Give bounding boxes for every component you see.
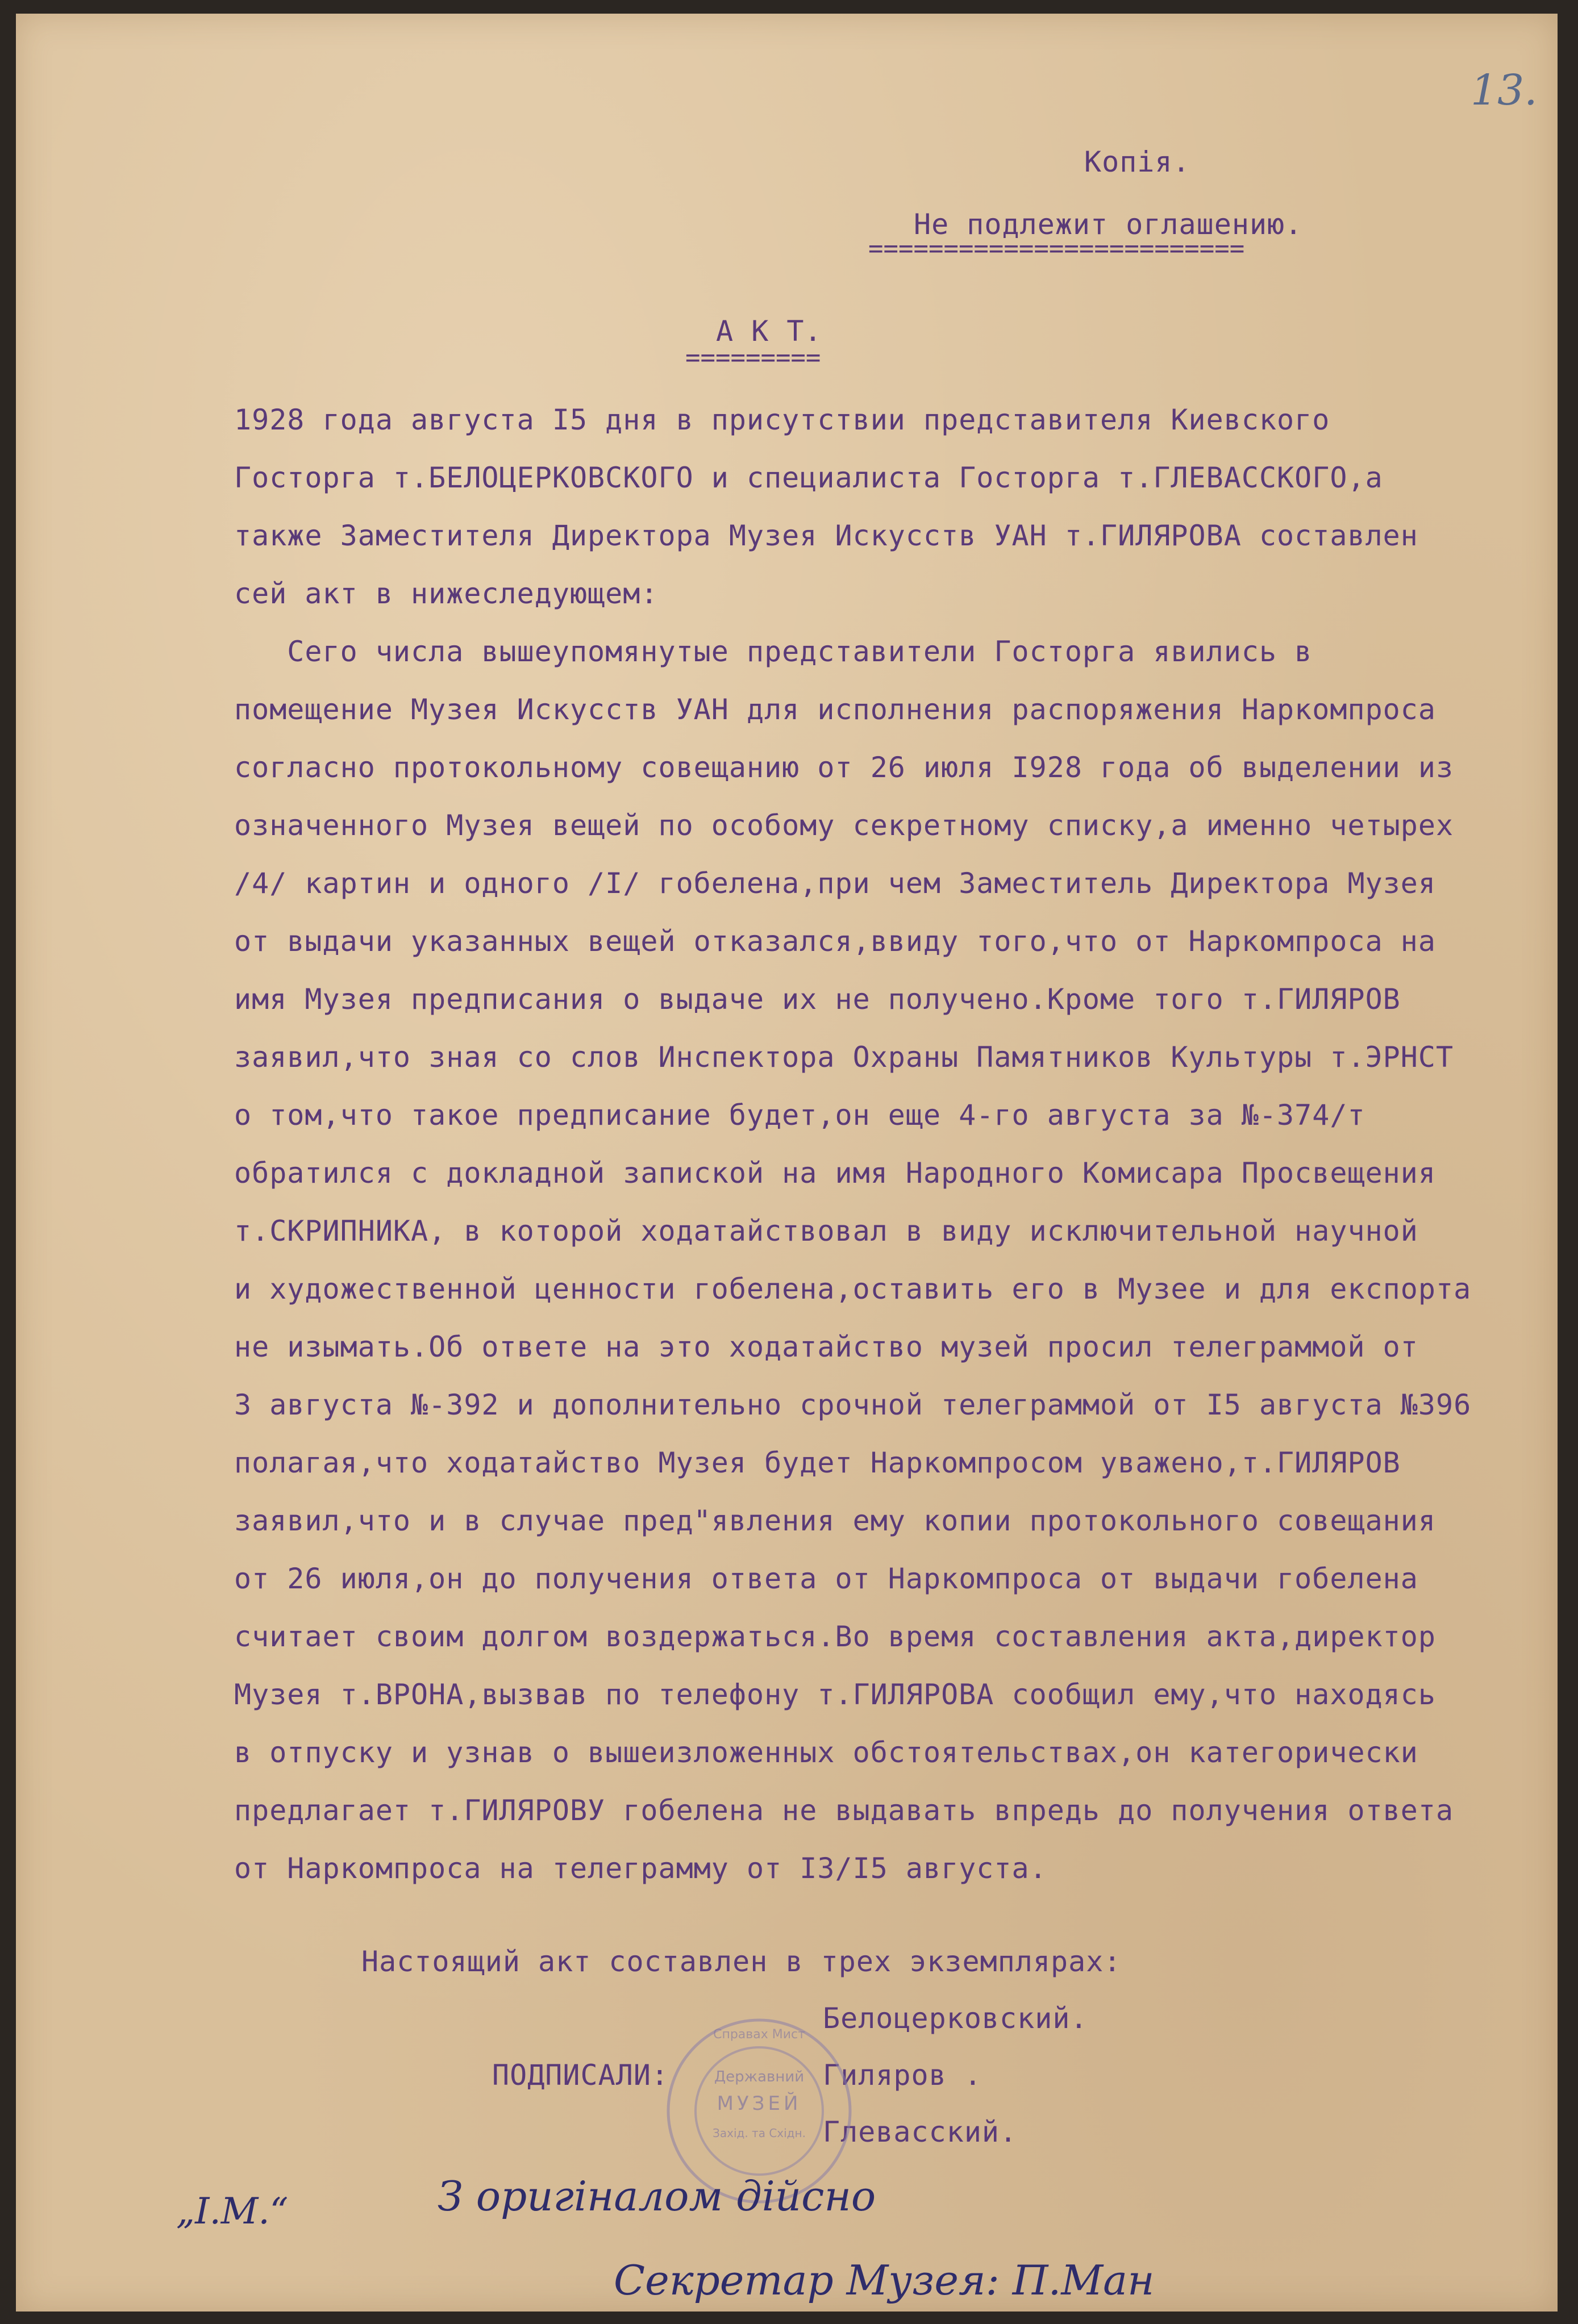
body-line: также Заместителя Директора Музея Искусств УАН т.ГИЛЯРОВА составлен <box>234 519 1418 552</box>
copy-label: Копія. <box>1084 145 1190 178</box>
page-number: 13. <box>1471 66 1538 115</box>
title-underline: ========= <box>685 343 821 372</box>
body-line: Музея т.ВРОНА,вызвав по телефону т.ГИЛЯРОВА сообщил ему,что находясь <box>234 1678 1436 1711</box>
closing-statement: Настоящий акт составлен в трех экземплярах: <box>361 1945 1122 1978</box>
body-line: и художественной ценности гобелена,оставить его в Музее и для експорта <box>234 1272 1472 1305</box>
signature-gilyarov: Гиляров . <box>823 2059 982 2092</box>
signed-label: ПОДПИСАЛИ: <box>492 2059 669 2092</box>
body-line: помещение Музея Искусств УАН для исполнения распоряжения Наркомпроса <box>234 693 1436 726</box>
body-line: означенного Музея вещей по особому секретному списку,а именно четырех <box>234 809 1454 842</box>
body-line: т.СКРИПНИКА, в которой ходатайствовал в виду исключительной научной <box>234 1215 1418 1247</box>
body-line: обратился с докладной запиской на имя Народного Комисара Просвещения <box>234 1157 1436 1190</box>
body-line: сей акт в нижеследующем: <box>234 577 659 610</box>
body-line: считает своим долгом воздержаться.Во время составления акта,директор <box>234 1620 1436 1653</box>
confidentiality-notice: Не подлежит оглашению. <box>914 208 1303 241</box>
document-title: А К Т. <box>716 315 822 348</box>
body-line: 1928 года августа I5 дня в присутствии представителя Киевского <box>234 403 1330 436</box>
notice-underline: ========================= <box>868 234 1245 263</box>
document-sheet <box>16 14 1558 2312</box>
body-line: от Наркомпроса на телеграмму от I3/I5 августа. <box>234 1852 1047 1885</box>
stamp-text: Державний <box>714 2068 805 2085</box>
body-line: Госторга т.БЕЛОЦЕРКОВСКОГО и специалиста Госторга т.ГЛЕВАССКОГО,а <box>234 461 1383 494</box>
body-line: имя Музея предписания о выдаче их не получено.Кроме того т.ГИЛЯРОВ <box>234 983 1401 1016</box>
body-line: Сего числа вышеупомянутые представители Госторга явились в <box>234 635 1313 668</box>
handwritten-certification: З оригіналом дійсно <box>438 2172 876 2220</box>
body-line: полагая,что ходатайство Музея будет Наркомпросом уважено,т.ГИЛЯРОВ <box>234 1446 1401 1479</box>
body-line: в отпуску и узнав о вышеизложенных обстоятельствах,он категорически <box>234 1736 1418 1769</box>
body-line: заявил,что зная со слов Инспектора Охраны Памятников Культуры т.ЭРНСТ <box>234 1041 1454 1074</box>
stamp-text: МУЗЕЙ <box>717 2092 802 2115</box>
body-line: согласно протокольному совещанию от 26 июля I928 года об выделении из <box>234 751 1454 784</box>
signature-glevassky: Глевасский. <box>823 2116 1018 2148</box>
body-line: от 26 июля,он до получения ответа от Наркомпроса от выдачи гобелена <box>234 1562 1418 1595</box>
signature-belotserkovsky: Белоцерковский. <box>823 2002 1088 2035</box>
body-line: /4/ картин и одного /I/ гобелена,при чем Заместитель Директора Музея <box>234 867 1436 900</box>
stamp-text: Захід. та Східн. <box>713 2126 806 2140</box>
body-line: заявил,что и в случае пред"явления ему копии протокольного совещания <box>234 1504 1436 1537</box>
body-line: 3 августа №-392 и дополнительно срочной телеграммой от I5 августа №396 <box>234 1388 1472 1421</box>
body-line: от выдачи указанных вещей отказался,ввиду того,что от Наркомпроса на <box>234 925 1436 958</box>
handwritten-secretary-signature: Секретар Музея: П.Ман <box>614 2256 1155 2304</box>
handwritten-mark: „I.М.“ <box>176 2191 289 2233</box>
body-line: о том,что такое предписание будет,он еще 4-го августа за №-374/т <box>234 1099 1365 1132</box>
body-line: не изымать.Об ответе на это ходатайство музей просил телеграммой от <box>234 1330 1418 1363</box>
body-line: предлагает т.ГИЛЯРОВУ гобелена не выдавать впредь до получения ответа <box>234 1794 1454 1827</box>
stamp-text: Справах Мист <box>713 2027 805 2042</box>
